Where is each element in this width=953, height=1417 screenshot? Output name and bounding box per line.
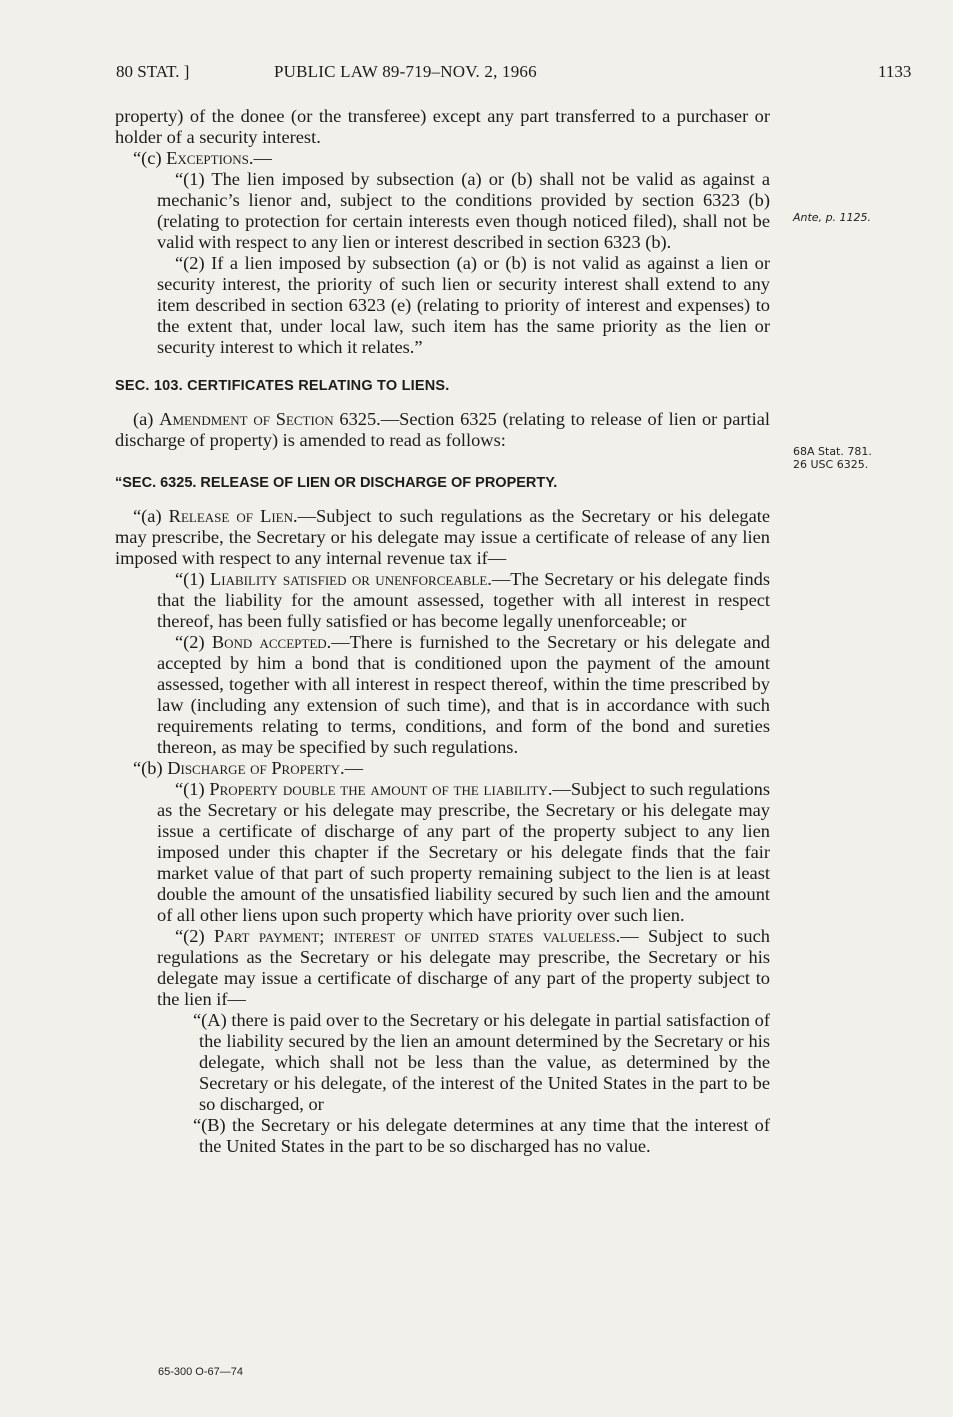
page-header — [0, 62, 953, 84]
discharge-b-1-text: —Subject to such regulations as the Secretary or his delegate may prescribe, the Secretary or his delegate may issue a certificate of discharge of any part of the property subject to any lien imposed under this chapter if the Secretary or his delegate finds that the fair market value of that part of such property remaining subject to the lien is at least double the amount of the unsatisfied liability secured by such lien and the amount of all other liens upon such property which have priority over such lien. — [157, 779, 770, 925]
subsection-a-label: (a) — [133, 409, 160, 429]
print-code-footer: 65-300 O-67—74 — [158, 1366, 243, 1378]
discharge-b-2-label: “(2) — [175, 926, 214, 946]
discharge-b-1-label: “(1) — [175, 779, 210, 799]
page-number: 1133 — [878, 62, 912, 81]
section-103-heading: SEC. 103. CERTIFICATES RELATING TO LIENS. — [115, 378, 450, 394]
statute-body — [115, 106, 770, 1157]
subsection-c-label: “(c) — [133, 148, 167, 168]
statute-volume: 80 STAT. ] — [116, 62, 190, 81]
discharge-b-2 — [115, 926, 770, 1010]
discharge-b — [115, 758, 770, 779]
subsection-c — [115, 148, 770, 169]
release-a-2-text: —There is furnished to the Secretary or his delegate and accepted by him a bond that is conditioned upon the payment of the amount assessed, together with all interest in respect thereof, within the time prescribed by law (including any extension of such time), and that is in accordance with such requirements relating to terms, conditions, and form of the bond and sureties thereon, as may be specified by such regulations. — [157, 632, 770, 757]
subsection-c-1: “(1) The lien imposed by subsection (a) or (b) shall not be valid as against a mechanic’s lienor and, subject to the conditions provided by section 6323 (b) (relating to protection for certain interests even though noticed filed), shall not be valid with respect to any lien or interest described in section 6323 (b). — [157, 169, 770, 252]
release-a-text: —Subject to such regulations as the Secretary or his delegate may prescribe, the Secretary or his delegate may issue a certificate of release of any lien imposed with respect to any internal revenue tax if— — [115, 506, 771, 568]
subsection-a-heading: Amendment of Section — [159, 409, 334, 429]
release-a — [115, 506, 770, 569]
release-a-2-label: “(2) — [175, 632, 212, 652]
release-a-1-heading: Liability satisfied or unenforceable. — [210, 569, 492, 589]
section-6325-heading: “SEC. 6325. RELEASE OF LIEN OR DISCHARGE OF PROPERTY. — [115, 475, 558, 491]
discharge-b-2-heading: Part payment; interest of united states valueless.— — [214, 926, 639, 946]
release-a-1 — [115, 569, 770, 632]
margin-note-stat-line1: 68A Stat. 781. — [793, 445, 872, 458]
running-title: PUBLIC LAW 89-719–NOV. 2, 1966 — [274, 62, 537, 81]
release-a-2 — [115, 632, 770, 758]
release-a-2-heading: Bond accepted. — [211, 632, 332, 652]
discharge-b-2-B: “(B) the Secretary or his delegate determines at any time that the interest of the United States in the part to be so discharged has no value. — [193, 1115, 770, 1156]
discharge-b-label: “(b) — [133, 758, 168, 778]
discharge-b-heading: Discharge of Property.— — [167, 758, 363, 778]
subsection-c-2: “(2) If a lien imposed by subsection (a) or (b) is not valid as against a lien or security interest, the priority of such lien or security interest shall extend to any item described in section 6323 (e) (relating to priority of interest and expenses) to the extent that, under local law, such item has the same priority as the lien or security interest to which it relates.” — [157, 253, 770, 357]
paragraph-donee: property) of the donee (or the transferee) except any part transferred to a purchaser or holder of a security interest. — [115, 106, 770, 147]
subsection-a-amendment — [115, 409, 770, 451]
subsection-a-text: 6325.—Section 6325 (relating to release of lien or partial discharge of property) is amended to read as follows: — [115, 409, 771, 450]
release-a-1-label: “(1) — [175, 569, 210, 589]
margin-note-stat — [793, 445, 872, 471]
discharge-b-2-text: Subject to such regulations as the Secretary or his delegate may prescribe, the Secretary or his delegate may issue a certificate of discharge of any part of the property subject to the lien if— — [157, 926, 770, 1009]
margin-note-ante: Ante, p. 1125. — [793, 211, 872, 224]
release-a-heading: Release of Lien. — [168, 506, 298, 526]
subsection-c-heading: Exceptions.— — [166, 148, 272, 168]
release-a-label: “(a) — [133, 506, 169, 526]
release-a-1-text: —The Secretary or his delegate finds that the liability for the amount assessed, together with all interest in respect thereof, has been fully satisfied or has become legally unenforceable; or — [157, 569, 770, 631]
discharge-b-2-A: “(A) there is paid over to the Secretary or his delegate in partial satisfaction of the liability secured by the lien an amount determined by the Secretary or his delegate, which shall not be less than the value, as determined by the Secretary or his delegate, of the interest of the United States in the part to be so discharged, or — [193, 1010, 770, 1114]
discharge-b-1-heading: Property double the amount of the liability. — [209, 779, 553, 799]
margin-note-stat-line2: 26 USC 6325. — [793, 458, 869, 471]
discharge-b-1 — [115, 779, 770, 926]
